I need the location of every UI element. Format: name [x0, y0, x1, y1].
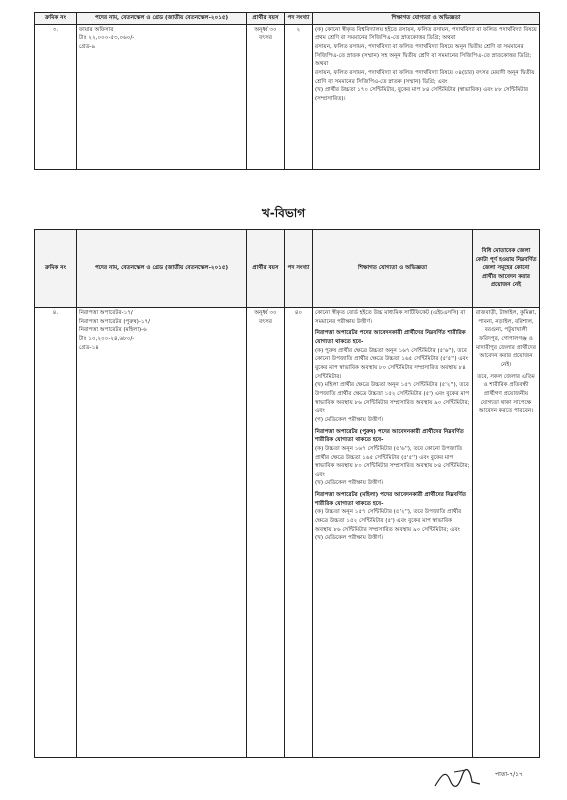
post-title: নিরাপত্তা অপারেটর (মহিলা)-৬ — [79, 327, 147, 334]
post-title: নিরাপত্তা অপারেটর (পুরুষ)-১৭/ — [79, 318, 151, 325]
count-cell: ৪০ — [285, 308, 313, 758]
table-row — [35, 308, 540, 758]
pay-scale: টাঃ ১০,২০০-২৪,৬৮০/- — [79, 335, 135, 342]
physical-req-item: (খ) মেডিকেল পরীক্ষায় উত্তীর্ণ। — [315, 535, 384, 542]
serial-cell: ৩. — [35, 24, 77, 169]
header-serial: ক্রমিক নং — [35, 230, 77, 308]
table-row — [35, 24, 540, 169]
age-cell: অনূর্ধ্ব ৩০ বৎসর — [247, 24, 285, 169]
count-cell: ২ — [285, 24, 313, 169]
physical-req-item: (ক) পুরুষ প্রার্থীর ক্ষেত্রে উচ্চতা অনূন ১৬৭ সেন্টিমিটার (৫'৬''), তবে কোনো উপজাতি প্রার্থীর ক্ষেত্রে উচ্চতা ১৬৫ সেন্টিমিটার (৫'৫'') এবং বুকের মাপ স্বাভাবিক অবস্থায় ৮০ সেন্টিমিটার সম্প্রসারিত অবস্থায় ৮৪ সেন্টিমিটার। — [315, 347, 469, 380]
header-qualification: শিক্ষাগত যোগ্যতা ও অভিজ্ঞতা — [313, 13, 540, 25]
post-cell — [77, 24, 247, 169]
physical-req-item: (গ) মেডিকেল পরীক্ষায় উত্তীর্ণ। — [315, 416, 384, 423]
district-note: তবে, সকল জেলার এতিম ও শারীরিক প্রতিবন্ধী প্রার্থীগণ প্রয়োজনীয় যোগ্যতা থাকা সাপেক্ষে আবেদন করতে পারবেন। — [477, 373, 535, 415]
qual-line: (খ) প্রার্থীর উচ্চতা ১৭০ সেন্টিমিটার, বুকের মাপ ৮৪ সেন্টিমিটার (স্বাভাবিক) এবং ৮৮ সেন্টিমিটার (সম্প্রসারিত)। — [315, 87, 529, 102]
serial-cell: ৪. — [35, 308, 77, 758]
section-title: খ-বিভাগ — [261, 206, 306, 220]
header-district-quota: বিধি মোতাবেক জেলা কোটা পূর্ণ হওয়ায় নিম্নবর্ণিত জেলা সমূহের কোনো প্রার্থীর আবেদন করার প্রয়োজন নেই — [473, 230, 540, 308]
header-post: পদের নাম, বেতনস্কেল ও গ্রেড (জাতীয় বেতনস্কেল-২০১৫) — [77, 230, 247, 308]
physical-req-item: (খ) মহিলা প্রার্থীর ক্ষেত্রে উচ্চতা অনূন ১৫৭ সেন্টিমিটার (৫'২''), তবে উপজাতি প্রার্থীর ক্ষেত্রে উচ্চতা ১৫২ সেন্টিমিটার (৫') এবং বুকের মাপ স্বাভাবিক অবস্থায় ৮৬ সেন্টিমিটার সম্প্রসারিত অবস্থায় ৯০ সেন্টিমিটার; এবং — [315, 382, 470, 415]
excluded-districts: রাজবাড়ী, টাঙ্গাইল, কুমিল্লা, পাবনা, নড়াইল, বরিশাল, বরগুনা, পটুয়াখালী ফরিদপুর, গোপালগঞ্জ ও মাদারীপুর জেলার প্রার্থীদের আবেদন করার প্রয়োজন নেই। — [475, 310, 537, 368]
physical-req-title: নিরাপত্তা অপারেটর পদের আবেদনকারী প্রার্থীদের নিম্নবর্ণিত শারীরিক যোগ্যতা থাকতে হবে- — [315, 330, 466, 345]
page-number: পাতা-৭/১৭ — [495, 771, 523, 778]
qual-intro: কোনো স্বীকৃত বোর্ড হইতে উচ্চ মাধ্যমিক সার্টিফিকেট (এইচএসসি) বা সমমানের পরীক্ষায় উত্তীর্ণ। — [315, 310, 466, 325]
header-age: প্রার্থীর বয়স — [247, 230, 285, 308]
table-section-ka — [34, 12, 540, 170]
physical-req-item: (ক) উচ্চতা অনূন ১৫৭ সেন্টিমিটার (৫'২''), তবে উপজাতি প্রার্থীর ক্ষেত্রে উচ্চতা ১৫২ সেন্টিমিটার (৫') এবং বুকের মাপ স্বাভাবিক অবস্থায় ৮৬ সেন্টিমিটার সম্প্রসারিত অবস্থায় ৯০ সেন্টিমিটার; এবং — [315, 509, 462, 533]
age-cell: অনূর্ধ্ব ৩০ বৎসর — [247, 308, 285, 758]
grade: গ্রেড-৯ — [79, 43, 96, 50]
qual-line: (ক) কোনো স্বীকৃত বিশ্ববিদ্যালয় হইতে রসায়ন, ফলিত রসায়ন, পদার্থবিদ্যা বা ফলিত পদার্থবিদ্যা বিষয়ে প্রথম শ্রেণি বা সমমানের সিজিপিএ-তে স্নাতকোত্তর ডিগ্রি; অথবা — [315, 26, 537, 42]
physical-req-item: (খ) মেডিকেল পরীক্ষায় উত্তীর্ণ। — [315, 480, 384, 487]
post-cell — [77, 308, 247, 758]
header-qualification: শিক্ষাগত যোগ্যতা ও অভিজ্ঞতা — [313, 230, 473, 308]
qualification-cell — [313, 308, 473, 758]
district-quota-cell — [473, 308, 540, 758]
physical-req-title: নিরাপত্তা অপারেটর (মহিলা) পদের আবেদনকারী প্রার্থীদের নিম্নবর্ণিত শারীরিক যোগ্যতা থাকতে হবে- — [315, 492, 467, 507]
signature-mark — [432, 766, 484, 792]
header-serial: ক্রমিক নং — [35, 13, 77, 25]
post-title: ফায়ার অফিসার — [79, 26, 114, 33]
header-age: প্রার্থীর বয়স — [247, 13, 285, 25]
qual-line: রসায়ন, ফলিত রসায়ন, পদার্থবিদ্যা বা ফলিত পদার্থবিদ্যা বিষয়ে অনূন দ্বিতীয় শ্রেণি বা সমমানের সিজিপিএ-তে স্নাতক (সম্মান) সহ অনূন দ্বিতীয় শ্রেণি বা সমমানের সিজিপিএ-তে স্নাতকোত্তর ডিগ্রি; অথবা — [315, 43, 532, 68]
qualification-cell — [313, 24, 540, 169]
physical-req-title: নিরাপত্তা অপারেটর (পুরুষ) পদের আবেদনকারী প্রার্থীদের নিম্নবর্ণিত শারীরিক যোগ্যতা থাকতে হবে- — [315, 428, 464, 444]
grade: গ্রেড-১৪ — [79, 344, 99, 351]
pay-scale: টাঃ ২২,০০০-৫৩,০৬০/- — [79, 35, 135, 42]
header-count: পদ সংখ্যা — [285, 230, 313, 308]
table-header-row — [35, 230, 540, 308]
header-count: পদ সংখ্যা — [285, 13, 313, 25]
qual-line: রসায়ন, ফলিত রসায়ন, পদার্থবিদ্যা বা ফলিত পদার্থবিদ্যা বিষয়ে ০৪(চার) বৎসর মেয়াদী অনূন দ্বিতীয় শ্রেণি বা সমমানের সিজিপিএ-তে স্নাতক (সম্মান) ডিগ্রি; এবং — [315, 69, 535, 85]
physical-req-item: (ক) উচ্চতা অনূন ১৬৭ সেন্টিমিটার (৫'৬''), তবে কোনো উপজাতি প্রার্থীর ক্ষেত্রে উচ্চতা ১৬৫ সেন্টিমিটার (৫'৫'') এবং বুকের মাপ স্বাভাবিক অবস্থায় ৮০ সেন্টিমিটার সম্প্রসারিত অবস্থায় ৮৪ সেন্টিমিটার; এবং — [315, 445, 470, 478]
post-title: নিরাপত্তা অপারেটর-১৭/ — [79, 310, 133, 316]
header-post: পদের নাম, বেতনস্কেল ও গ্রেড (জাতীয় বেতনস্কেল-২০১৫) — [77, 13, 247, 25]
table-section-kha — [34, 229, 540, 758]
table-header-row — [35, 13, 540, 25]
